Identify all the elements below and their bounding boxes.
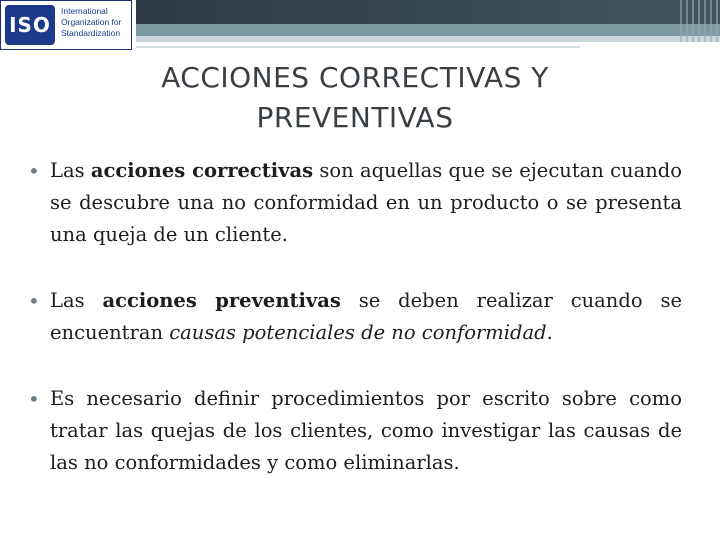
bullet-text: Las <box>50 289 103 312</box>
iso-logo-wordmark <box>61 6 131 39</box>
bullet-text: Las <box>50 159 91 182</box>
iso-logo-line: Standardization <box>61 28 121 38</box>
iso-logo <box>0 0 132 50</box>
slide-title <box>120 58 590 138</box>
header-bar-dark <box>136 0 720 24</box>
iso-logo-mark <box>5 5 55 45</box>
slide-title-line-1: ACCIONES CORRECTIVAS Y <box>161 61 549 94</box>
bullet-italic: causas potenciales de no conformidad <box>169 321 547 344</box>
bullet-item-procedimientos <box>28 383 682 479</box>
bullet-text: se deben realizar cuando se encuentran <box>50 289 682 344</box>
iso-logo-mark-text: ISO <box>9 13 51 37</box>
header-bar-light <box>136 36 720 42</box>
bullet-emphasis: acciones preventivas <box>102 289 341 312</box>
bullet-text: . <box>546 321 553 344</box>
header-stripes <box>680 0 720 42</box>
bullet-item-correctivas <box>28 155 682 251</box>
header-bar-teal <box>136 24 720 36</box>
bullet-text: son aquellas que se ejecutan cuando se descubre una no conformidad en un producto o se presenta una queja de un cliente. <box>50 159 683 246</box>
header-divider <box>136 46 580 48</box>
iso-logo-line: International <box>61 6 108 16</box>
iso-logo-line: Organization for <box>61 17 122 27</box>
bullet-list <box>28 155 682 513</box>
bullet-item-preventivas <box>28 285 682 349</box>
bullet-emphasis: acciones correctivas <box>90 159 314 182</box>
slide-title-line-2: PREVENTIVAS <box>256 101 454 134</box>
bullet-text: Es necesario definir procedimientos por escrito sobre como tratar las quejas de los clientes, como investigar las causas de las no conformidades y como eliminarlas. <box>50 387 682 474</box>
